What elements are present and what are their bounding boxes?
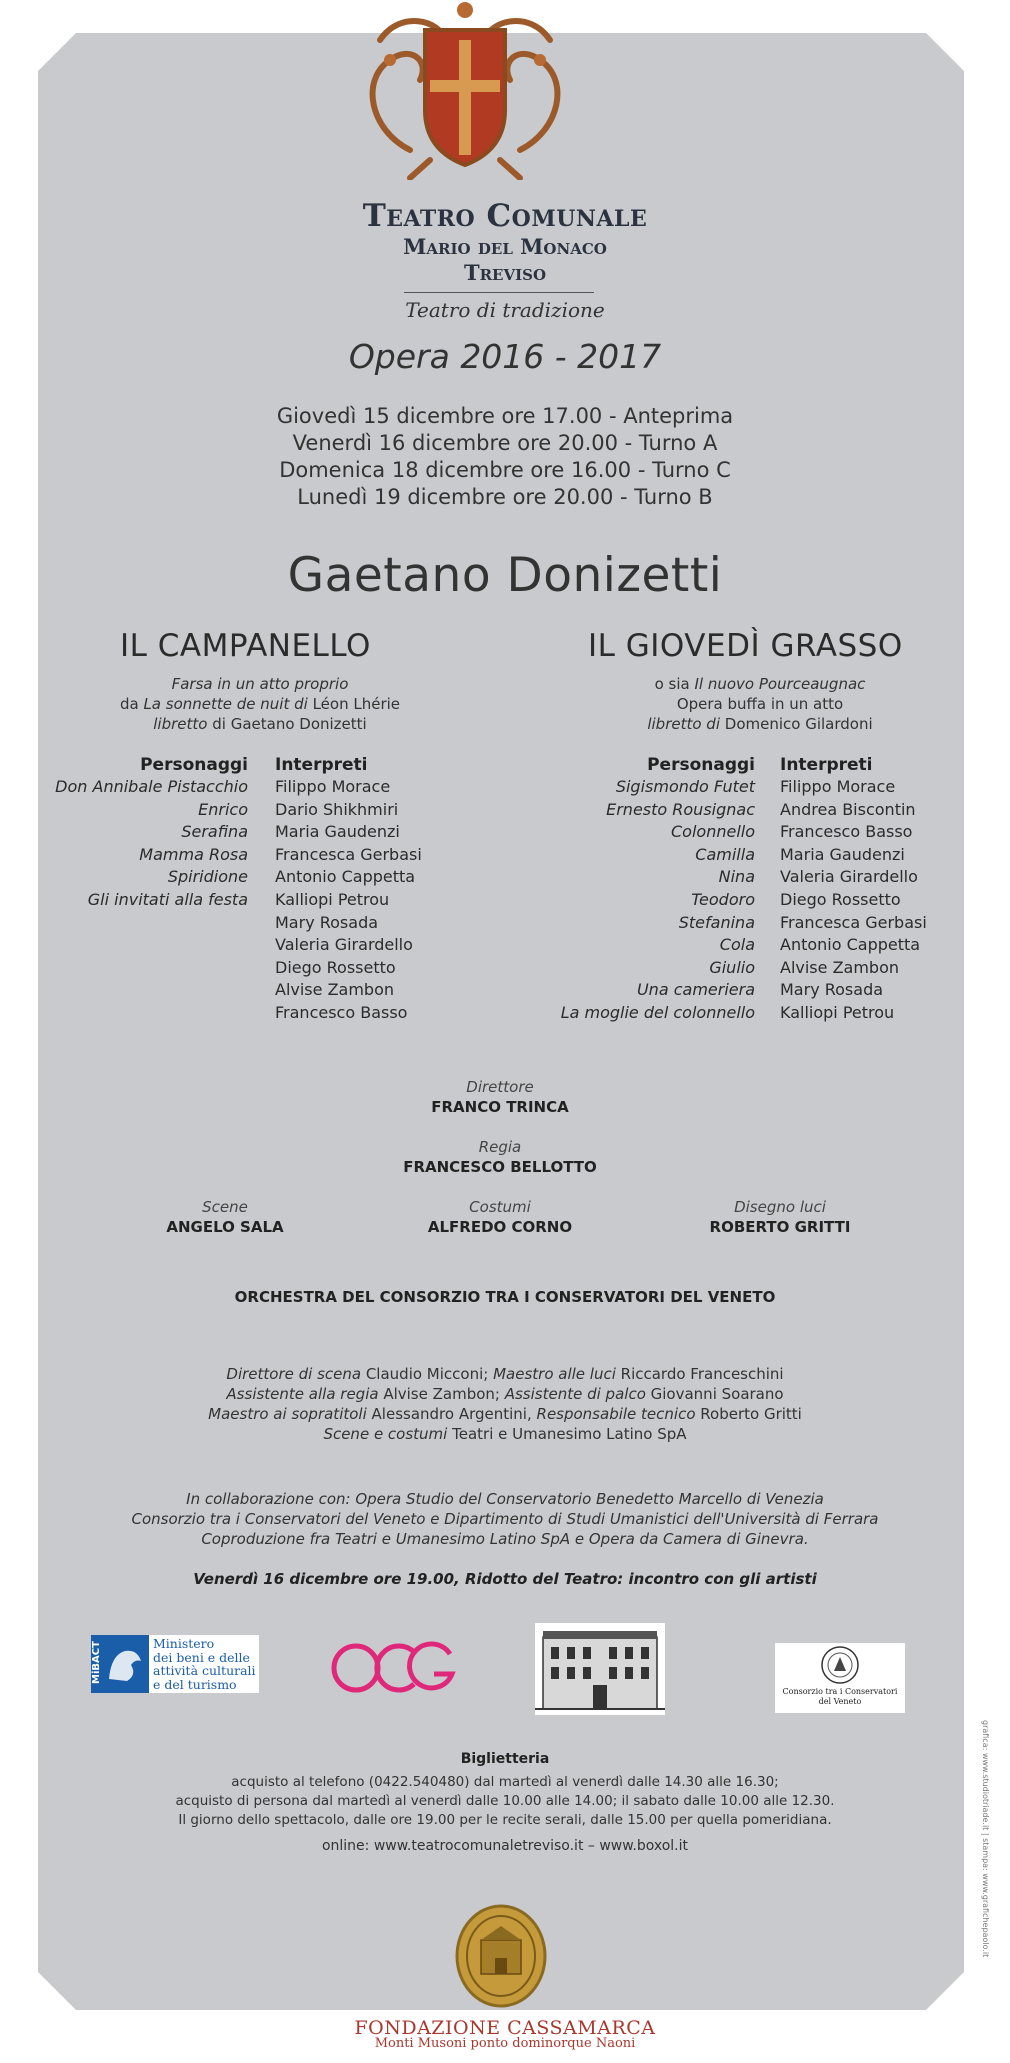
season-title: Opera 2016 - 2017	[348, 337, 662, 376]
subtitle-text: Léon Lhérie	[312, 695, 401, 713]
role-item: Spiridione	[167, 867, 248, 887]
cast-list-campanello	[275, 754, 445, 1025]
boxoffice-online-link[interactable]: online: www.teatrocomunaletreviso.it – www.boxol.it	[321, 1838, 689, 1854]
regia-name: FRANCESCO BELLOTTO	[403, 1158, 597, 1176]
cast-item: Francesca Gerbasi	[780, 912, 927, 932]
staff-role: Scene e costumi	[323, 1425, 448, 1443]
subtitle-text: libretto	[153, 715, 208, 733]
title-divider	[404, 292, 594, 293]
theatre-crest-logo	[350, 0, 580, 180]
role-item: Ernesto Rousignac	[606, 799, 755, 819]
cast-header: Interpreti	[275, 755, 368, 775]
cast-item: Alvise Zambon	[275, 980, 395, 1000]
date-line: Domenica 18 dicembre ore 16.00 - Turno C	[279, 458, 731, 482]
conservatori-text-line: Consorzio tra i Conservatori	[782, 1687, 898, 1696]
director-label: Direttore	[466, 1078, 534, 1096]
composer-name: Gaetano Donizetti	[287, 548, 723, 603]
staff-name: Teatri e Umanesimo Latino SpA	[447, 1425, 687, 1443]
cast-item: Antonio Cappetta	[780, 935, 921, 955]
performance-dates	[0, 403, 1010, 511]
mibact-emblem	[91, 1635, 149, 1693]
cast-item: Francesco Basso	[275, 1002, 408, 1022]
date-line: Lunedì 19 dicembre ore 20.00 - Turno B	[297, 485, 713, 509]
role-item: Enrico	[198, 799, 248, 819]
collab-line: Consorzio tra i Conservatori del Veneto e Dipartimento di Studi Umanistici dell'Università di Ferrara	[131, 1510, 879, 1528]
luci-label: Disegno luci	[734, 1198, 826, 1216]
subtitle-text: Gaetano Donizetti	[230, 715, 367, 733]
role-item: Don Annibale Pistacchio	[55, 777, 248, 796]
boxoffice-line: acquisto di persona dal martedì al venerdì dalle 10.00 alle 14.00; il sabato dalle 10.00 alle 12.30.	[175, 1793, 835, 1809]
theatre-name-line1: Teatro Comunale	[362, 198, 648, 234]
roles-list-giovedi-grasso	[540, 754, 755, 1025]
roles-header: Personaggi	[140, 755, 248, 775]
subtitle-text: La sonnette de nuit	[143, 695, 290, 713]
staff-line	[0, 1364, 1010, 1384]
role-item: Nina	[718, 867, 755, 887]
cast-item: Mary Rosada	[780, 980, 884, 1000]
cast-item: Valeria Girardello	[275, 935, 413, 955]
mibact-text-line: attività culturali	[153, 1663, 256, 1678]
subtitle-text: di	[289, 695, 313, 713]
cast-item: Alvise Zambon	[780, 957, 900, 977]
mibact-text-line: e del turismo	[153, 1676, 237, 1692]
staff-credits	[0, 1364, 1010, 1444]
staff-role: Assistente di palco	[504, 1385, 646, 1403]
role-item: Teodoro	[691, 889, 755, 909]
roles-list-campanello	[40, 754, 248, 912]
role-item: Sigismondo Futet	[615, 777, 755, 796]
cast-list-giovedi-grasso	[780, 754, 950, 1025]
cast-item: Andrea Biscontin	[780, 799, 916, 819]
cast-header: Interpreti	[780, 755, 873, 775]
scene-label: Scene	[202, 1198, 248, 1216]
subtitle-text: Domenico Gilardoni	[720, 715, 873, 733]
conservatori-text	[775, 1687, 905, 1707]
cast-item: Diego Rossetto	[780, 889, 901, 909]
collab-line: Coproduzione fra Teatri e Umanesimo Latino SpA e Opera da Camera di Ginevra.	[201, 1530, 809, 1548]
cast-item: Dario Shikhmiri	[275, 799, 399, 819]
opera-title-giovedi-grasso: IL GIOVEDÌ GRASSO	[588, 628, 903, 664]
staff-name: Riccardo Franceschini	[615, 1365, 784, 1383]
conservatori-text-line: del Veneto	[818, 1697, 862, 1706]
luci-name: ROBERTO GRITTI	[709, 1218, 851, 1236]
staff-role: Maestro alle luci	[493, 1365, 616, 1383]
artist-meeting-note: Venerdì 16 dicembre ore 19.00, Ridotto del Teatro: incontro con gli artisti	[193, 1570, 817, 1588]
cast-item: Maria Gaudenzi	[780, 844, 905, 864]
cast-item: Kalliopi Petrou	[275, 889, 390, 909]
role-item: Stefanina	[678, 912, 755, 932]
role-item: Cola	[719, 935, 755, 955]
theatre-name-line3: Treviso	[463, 260, 547, 285]
staff-role: Assistente alla regia	[226, 1385, 379, 1403]
scene-name: ANGELO SALA	[166, 1218, 284, 1236]
palazzo-illustration	[535, 1623, 665, 1715]
role-item: Gli invitati alla festa	[87, 889, 248, 909]
opera-subtitle-giovedi-grasso	[600, 674, 920, 734]
subtitle-text: Il nuovo Pourceaugnac	[694, 675, 866, 693]
staff-name: Giovanni Soarano	[645, 1385, 784, 1403]
boxoffice-info	[0, 1773, 1010, 1830]
cast-item: Francesca Gerbasi	[275, 844, 422, 864]
role-item: Serafina	[181, 822, 248, 842]
staff-line	[0, 1384, 1010, 1404]
role-item: Colonnello	[671, 822, 755, 842]
role-item: Una cameriera	[636, 980, 755, 1000]
date-line: Giovedì 15 dicembre ore 17.00 - Anteprima	[276, 404, 734, 428]
role-item: Camilla	[695, 844, 755, 864]
role-item: Giulio	[709, 957, 755, 977]
collaboration-text	[0, 1489, 1010, 1549]
cast-item: Maria Gaudenzi	[275, 822, 400, 842]
mibact-text-line: dei beni e delle	[153, 1649, 250, 1665]
subtitle-line: Opera buffa in un atto	[676, 695, 844, 713]
mibact-text-line: Ministero	[153, 1636, 215, 1651]
staff-role: Direttore di scena	[226, 1365, 362, 1383]
director-name: FRANCO TRINCA	[431, 1098, 569, 1116]
staff-name: Alessandro Argentini,	[366, 1405, 537, 1423]
boxoffice-title: Biglietteria	[460, 1751, 550, 1767]
mibact-text	[153, 1637, 256, 1691]
cast-item: Mary Rosada	[275, 912, 379, 932]
subtitle-text: di	[207, 715, 231, 733]
staff-name: Alvise Zambon;	[378, 1385, 505, 1403]
theatre-name	[0, 198, 1010, 286]
costumi-label: Costumi	[469, 1198, 531, 1216]
cast-item: Filippo Morace	[275, 777, 391, 796]
boxoffice-line: Il giorno dello spettacolo, dalle ore 19.00 per le recite serali, dalle 15.00 per quella pomeridiana.	[178, 1812, 832, 1828]
staff-line	[0, 1424, 1010, 1444]
staff-role: Maestro ai sopratitoli	[208, 1405, 367, 1423]
staff-name: Roberto Gritti	[695, 1405, 802, 1423]
conservatori-emblem	[775, 1643, 905, 1687]
cast-item: Filippo Morace	[780, 777, 896, 796]
roles-header: Personaggi	[647, 755, 755, 775]
cast-item: Francesco Basso	[780, 822, 913, 842]
opera-title-campanello: IL CAMPANELLO	[120, 628, 371, 664]
cassamarca-seal-logo	[455, 1904, 547, 2014]
theatre-name-line2: Mario del Monaco	[403, 234, 607, 259]
staff-name: Claudio Micconi;	[361, 1365, 494, 1383]
date-line: Venerdì 16 dicembre ore 20.00 - Turno A	[292, 431, 718, 455]
boxoffice-line: acquisto al telefono (0422.540480) dal martedì al venerdì dalle 14.30 alle 16.30;	[231, 1774, 779, 1790]
printer-credit: grafica: www.studiotriade.it | stampa: www.grafichepaolo.it	[981, 1720, 990, 1958]
costumi-name: ALFREDO CORNO	[427, 1218, 573, 1236]
conservatori-logo	[775, 1643, 905, 1713]
subtitle-line: Farsa in un atto proprio	[171, 675, 349, 693]
collab-line: In collaborazione con: Opera Studio del Conservatorio Benedetto Marcello di Venezia	[186, 1490, 824, 1508]
subtitle-text: o sia	[654, 675, 695, 693]
theatre-tagline: Teatro di tradizione	[405, 298, 605, 322]
role-item: La moglie del colonnello	[560, 1002, 755, 1022]
role-item: Mamma Rosa	[139, 844, 248, 864]
staff-role: Responsabile tecnico	[536, 1405, 696, 1423]
ocg-logo	[330, 1640, 458, 1696]
opera-subtitle-campanello	[80, 674, 440, 734]
staff-line	[0, 1404, 1010, 1424]
cast-item: Antonio Cappetta	[275, 867, 416, 887]
subtitle-text: da	[119, 695, 144, 713]
mibact-vertical-text: MiBACT	[90, 1641, 102, 1684]
foundation-motto: Monti Musoni ponto dominorque Naoni	[374, 2036, 636, 2051]
cast-item: Diego Rossetto	[275, 957, 396, 977]
orchestra-name: ORCHESTRA DEL CONSORZIO TRA I CONSERVATORI DEL VENETO	[234, 1288, 776, 1306]
foundation-name: FONDAZIONE CASSAMARCA	[354, 2017, 656, 2039]
cast-item: Valeria Girardello	[780, 867, 918, 887]
mibact-logo	[91, 1635, 259, 1693]
subtitle-text: libretto di	[647, 715, 720, 733]
regia-label: Regia	[478, 1138, 522, 1156]
cast-item: Kalliopi Petrou	[780, 1002, 895, 1022]
